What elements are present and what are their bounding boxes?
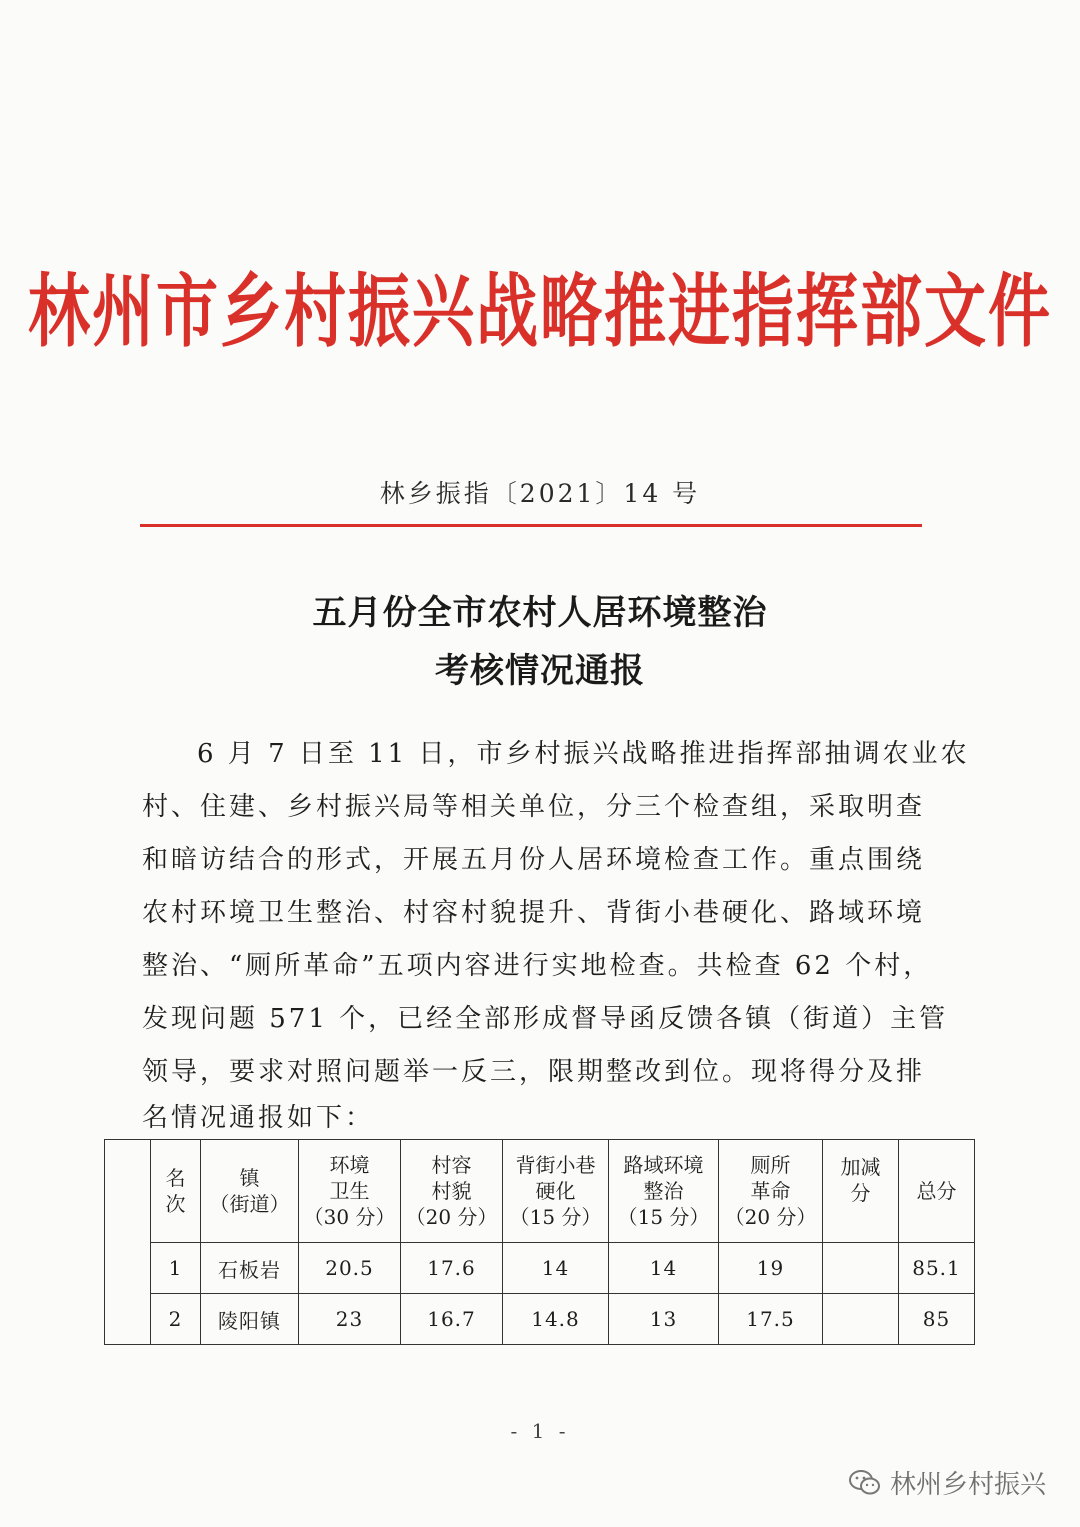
cell-total: 85.1 <box>899 1243 975 1294</box>
header-rank: 名 次 <box>151 1140 201 1243</box>
cell-toilet-revolution: 19 <box>719 1243 823 1294</box>
header-village-appearance: 村容 村貌 （20 分） <box>401 1140 503 1243</box>
red-divider-line <box>140 524 922 527</box>
cell-sanitation: 20.5 <box>299 1243 401 1294</box>
cell-adjustment <box>823 1294 899 1345</box>
body-line: 6 月 7 日至 11 日，市乡村振兴战略推进指挥部抽调农业农 <box>197 739 970 769</box>
table-margin-cell <box>105 1140 151 1345</box>
cell-total: 85 <box>899 1294 975 1345</box>
cell-toilet-revolution: 17.5 <box>719 1294 823 1345</box>
cell-adjustment <box>823 1243 899 1294</box>
body-line: 发现问题 571 个，已经全部形成督导函反馈各镇（街道）主管 <box>142 1004 949 1034</box>
cell-road-environment: 14 <box>609 1243 719 1294</box>
body-line: 整治、“厕所革命”五项内容进行实地检查。共检查 62 个村， <box>142 951 933 981</box>
body-line: 领导，要求对照问题举一反三，限期整改到位。现将得分及排 <box>142 1057 926 1087</box>
header-adjustment: 加减 分 <box>823 1140 899 1243</box>
body-line: 名情况通报如下： <box>142 1103 375 1133</box>
document-header-title: 林州市乡村振兴战略推进指挥部文件 <box>27 264 1052 359</box>
body-line: 村、住建、乡村振兴局等相关单位，分三个检查组，采取明查 <box>142 792 926 822</box>
score-table <box>104 1139 975 1345</box>
body-line: 和暗访结合的形式，开展五月份人居环境检查工作。重点围绕 <box>142 845 926 875</box>
watermark-text: 林州乡村振兴 <box>890 1470 1047 1500</box>
cell-rank: 2 <box>151 1294 201 1345</box>
notice-title-line-1: 五月份全市农村人居环境整治 <box>312 593 768 633</box>
header-town: 镇 （街道） <box>201 1140 299 1243</box>
cell-road-environment: 13 <box>609 1294 719 1345</box>
cell-village-appearance: 16.7 <box>401 1294 503 1345</box>
cell-town: 石板岩 <box>201 1243 299 1294</box>
notice-title-line-2: 考核情况通报 <box>435 651 645 691</box>
header-alley-hardening: 背街小巷 硬化 （15 分） <box>503 1140 609 1243</box>
table-header-row <box>105 1140 975 1243</box>
source-watermark <box>848 1464 1046 1501</box>
table-row <box>105 1294 975 1345</box>
cell-alley-hardening: 14.8 <box>503 1294 609 1345</box>
body-line: 农村环境卫生整治、村容村貌提升、背街小巷硬化、路域环境 <box>142 898 926 928</box>
header-total: 总分 <box>899 1140 975 1243</box>
table-row <box>105 1243 975 1294</box>
document-number: 林乡振指〔2021〕14 号 <box>379 479 701 508</box>
cell-alley-hardening: 14 <box>503 1243 609 1294</box>
header-toilet-revolution: 厕所 革命 （20 分） <box>719 1140 823 1243</box>
cell-rank: 1 <box>151 1243 201 1294</box>
wechat-icon <box>848 1468 882 1498</box>
header-sanitation: 环境 卫生 （30 分） <box>299 1140 401 1243</box>
header-road-environment: 路域环境 整治 （15 分） <box>609 1140 719 1243</box>
page-number: - 1 - <box>510 1419 570 1443</box>
cell-village-appearance: 17.6 <box>401 1243 503 1294</box>
cell-sanitation: 23 <box>299 1294 401 1345</box>
cell-town: 陵阳镇 <box>201 1294 299 1345</box>
